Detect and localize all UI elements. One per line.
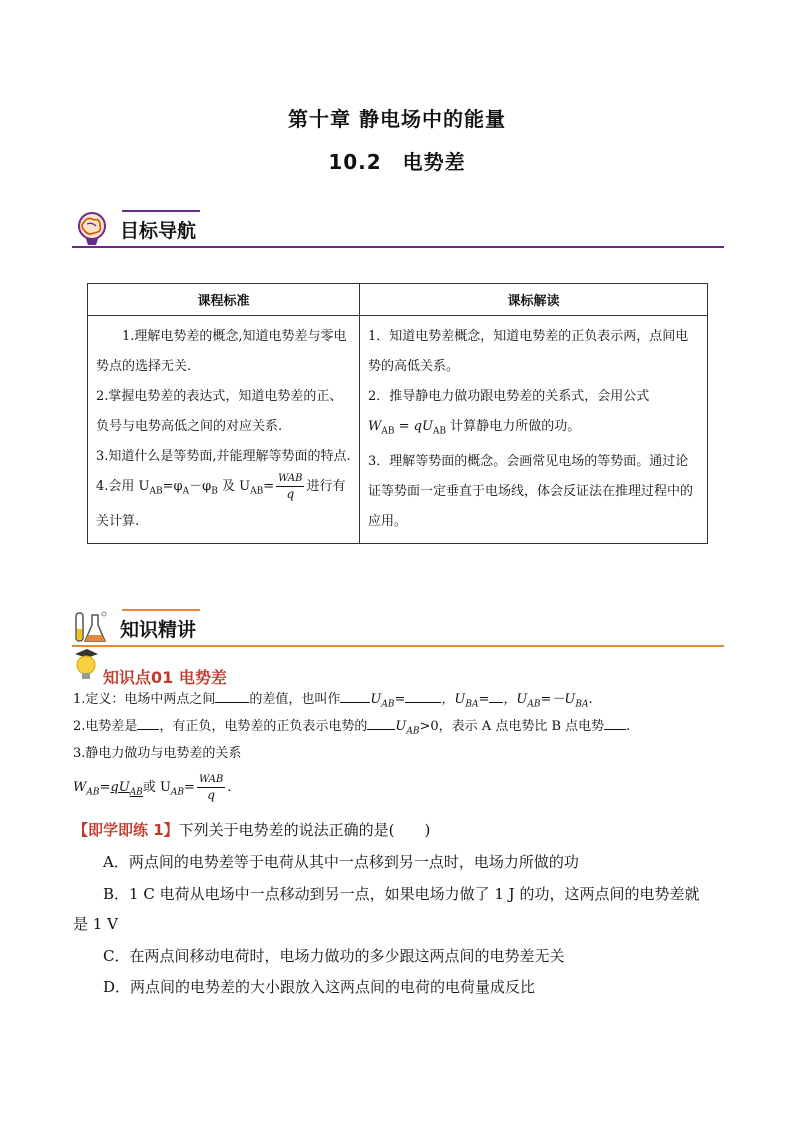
knowledge-point-heading (73, 660, 733, 690)
option-b: B．1 C 电荷从电场中一点移动到另一点，如果电场力做了 1 J 的功，这两点间的电势差就 (103, 885, 700, 903)
standards-cell (88, 316, 360, 544)
fraction: $\frac{\text{WAB}}{q}$ (278, 473, 303, 501)
blank (405, 690, 441, 703)
option-b-cont: 是 1 V (73, 915, 118, 933)
interpretation-cell (360, 316, 708, 544)
nav-title: 目标导航 (120, 220, 197, 242)
knowledge-title: 知识精讲 (120, 619, 197, 641)
flask-icon (72, 607, 112, 647)
standard-item-1: 1.理解电势差的概念,知道电势差与零电势点的选择无关. (96, 329, 347, 374)
standard-item-4: 4.会用 $U_{AB}=\varphi_A-\varphi_B$ 及 $U_{AB}=$ $\frac{\text{WAB}}{q}$ 进行有关计算. (96, 473, 346, 529)
fraction: $\frac{\text{WAB}}{q}$ (198, 774, 224, 802)
standard-item-3: 3.知道什么是等势面,并能理解等势面的特点. (96, 449, 351, 464)
sign-line: 2.电势差是 ，有正负，电势差的正负表示电势的 $U_{AB}>0$，表示 A 点电势比 B 点电势 . (73, 719, 631, 737)
option-d: D．两点间的电势差的大小跟放入这两点间的电荷的电荷量成反比 (103, 978, 536, 996)
blank (215, 690, 249, 703)
col-header-standards: 课程标准 (88, 284, 360, 316)
knowledge-deco-line (122, 609, 200, 611)
practice-question-text: 下列关于电势差的说法正确的是( ) (178, 821, 431, 839)
blank (340, 690, 370, 703)
interpretation-item-3: 3．理解等势面的概念。会画常见电场的等势面。通过论证等势面一定垂直于电场线，体会反证法在推理过程中的应用。 (368, 453, 694, 529)
interpretation-item-1: 1．知道电势差概念，知道电势差的正负表示两，点间电势的高低关系。 (368, 329, 689, 374)
knowledge-point-title: 知识点01 电势差 (103, 668, 227, 687)
knowledge-header (72, 607, 724, 647)
standards-table (87, 283, 708, 544)
knowledge-divider (72, 645, 724, 647)
nav-deco-line (122, 210, 200, 212)
option-a: A．两点间的电势差等于电荷从其中一点移到另一点时，电场力所做的功 (103, 853, 579, 871)
blank (367, 717, 395, 730)
interpretation-item-2: 2．推导静电力做功跟电势差的关系式，会用公式 $W_{AB} = qU_{AB}$ 计算静电力所做的功。 (368, 389, 650, 437)
standard-item-2: 2.掌握电势差的表达式，知道电势差的正、负号与电势高低之间的对应关系. (96, 389, 343, 434)
practice-question (73, 819, 728, 841)
col-header-interpretation: 课标解读 (360, 284, 708, 316)
lightbulb-icon (73, 648, 99, 682)
definition-line: 1.定义：电场中两点之间 的差值，也叫作 $U_{AB}=$ ，$U_{BA}=$ ，$U_{AB}=-U_{BA}$. (73, 692, 593, 710)
blank (489, 690, 503, 703)
relation-formula: $W_{AB}=qU_{AB}$或 $U_{AB}=$ $\frac{\text{WAB}}{q}$ . (73, 774, 232, 802)
brain-icon (72, 208, 112, 248)
practice-tag: 【即学即练 1】 (73, 821, 179, 839)
option-c: C．在两点间移动电荷时，电场力做功的多少跟这两点间的电势差无关 (103, 947, 565, 965)
blank (137, 717, 159, 730)
relation-heading: 3.静电力做功与电势差的关系 (73, 746, 242, 761)
chapter-title: 第十章 静电场中的能量 (288, 107, 506, 131)
nav-header (72, 208, 724, 248)
blank (604, 717, 626, 730)
nav-divider (72, 246, 724, 248)
section-title: 10.2 电势差 (328, 150, 466, 174)
